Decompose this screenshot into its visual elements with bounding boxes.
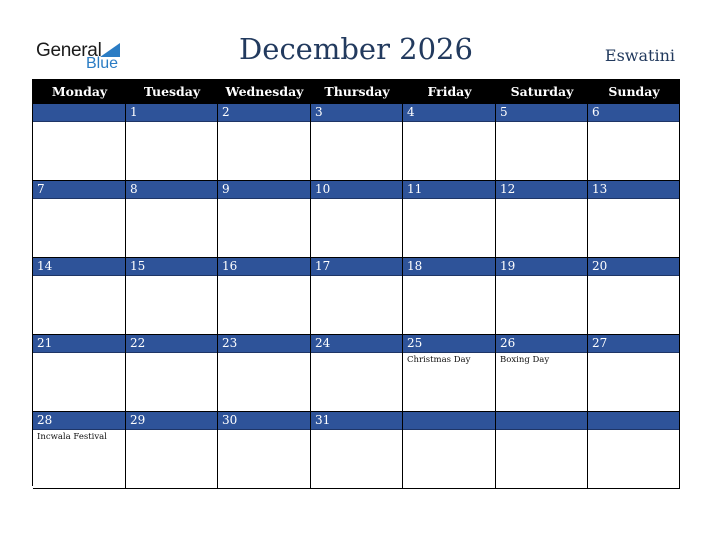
day-cell-26 (496, 335, 588, 412)
day-cell-25 (403, 335, 496, 412)
day-cell-7 (33, 181, 126, 258)
day-number: 24 (311, 335, 402, 353)
day-number (496, 412, 587, 430)
day-number: 26 (496, 335, 587, 353)
day-number (588, 412, 679, 430)
day-number: 29 (126, 412, 217, 430)
day-cell-10 (311, 181, 403, 258)
weekday-header-sunday: Sunday (588, 80, 680, 104)
holiday-label: Christmas Day (407, 355, 471, 365)
day-cell-23 (218, 335, 311, 412)
day-number: 15 (126, 258, 217, 276)
day-number: 30 (218, 412, 310, 430)
day-cell-1 (126, 104, 218, 181)
day-cell-4 (403, 104, 496, 181)
holiday-label: Incwala Festival (37, 432, 107, 442)
calendar-title: December 2026 (239, 32, 473, 66)
day-number: 18 (403, 258, 495, 276)
calendar-grid (32, 79, 680, 486)
weekday-header-saturday: Saturday (496, 80, 588, 104)
day-number: 3 (311, 104, 402, 122)
weekday-header-wednesday: Wednesday (218, 80, 311, 104)
empty-day-cell (496, 412, 588, 489)
day-cell-18 (403, 258, 496, 335)
day-cell-3 (311, 104, 403, 181)
weekday-header-thursday: Thursday (311, 80, 403, 104)
day-number: 19 (496, 258, 587, 276)
day-number: 20 (588, 258, 679, 276)
day-number: 17 (311, 258, 402, 276)
weekday-header-friday: Friday (403, 80, 496, 104)
weekday-header-tuesday: Tuesday (126, 80, 218, 104)
day-cell-8 (126, 181, 218, 258)
country-name: Eswatini (604, 46, 675, 65)
day-cell-14 (33, 258, 126, 335)
day-number: 21 (33, 335, 125, 353)
day-cell-13 (588, 181, 680, 258)
day-number: 2 (218, 104, 310, 122)
day-cell-19 (496, 258, 588, 335)
day-number: 6 (588, 104, 679, 122)
holiday-label: Boxing Day (500, 355, 550, 365)
day-cell-11 (403, 181, 496, 258)
day-number: 22 (126, 335, 217, 353)
day-cell-28 (33, 412, 126, 489)
day-number: 9 (218, 181, 310, 199)
logo-word-general: General (36, 40, 102, 61)
empty-day-cell (588, 412, 680, 489)
day-number (33, 104, 125, 122)
day-number: 23 (218, 335, 310, 353)
day-cell-20 (588, 258, 680, 335)
day-number: 8 (126, 181, 217, 199)
day-number: 31 (311, 412, 402, 430)
day-number (403, 412, 495, 430)
day-number: 16 (218, 258, 310, 276)
weekday-header-monday: Monday (33, 80, 126, 104)
day-cell-15 (126, 258, 218, 335)
day-cell-12 (496, 181, 588, 258)
day-number: 4 (403, 104, 495, 122)
day-number: 11 (403, 181, 495, 199)
day-number: 10 (311, 181, 402, 199)
day-number: 1 (126, 104, 217, 122)
day-cell-16 (218, 258, 311, 335)
empty-day-cell (403, 412, 496, 489)
day-cell-22 (126, 335, 218, 412)
day-cell-31 (311, 412, 403, 489)
day-cell-6 (588, 104, 680, 181)
day-number: 25 (403, 335, 495, 353)
day-number: 28 (33, 412, 125, 430)
day-cell-5 (496, 104, 588, 181)
day-number: 12 (496, 181, 587, 199)
day-cell-30 (218, 412, 311, 489)
day-number: 13 (588, 181, 679, 199)
day-cell-21 (33, 335, 126, 412)
day-number: 7 (33, 181, 125, 199)
logo-word-blue: Blue (86, 55, 119, 72)
day-cell-29 (126, 412, 218, 489)
day-number: 27 (588, 335, 679, 353)
empty-day-cell (33, 104, 126, 181)
day-cell-24 (311, 335, 403, 412)
day-cell-27 (588, 335, 680, 412)
day-cell-2 (218, 104, 311, 181)
day-cell-17 (311, 258, 403, 335)
day-number: 5 (496, 104, 587, 122)
day-number: 14 (33, 258, 125, 276)
day-cell-9 (218, 181, 311, 258)
